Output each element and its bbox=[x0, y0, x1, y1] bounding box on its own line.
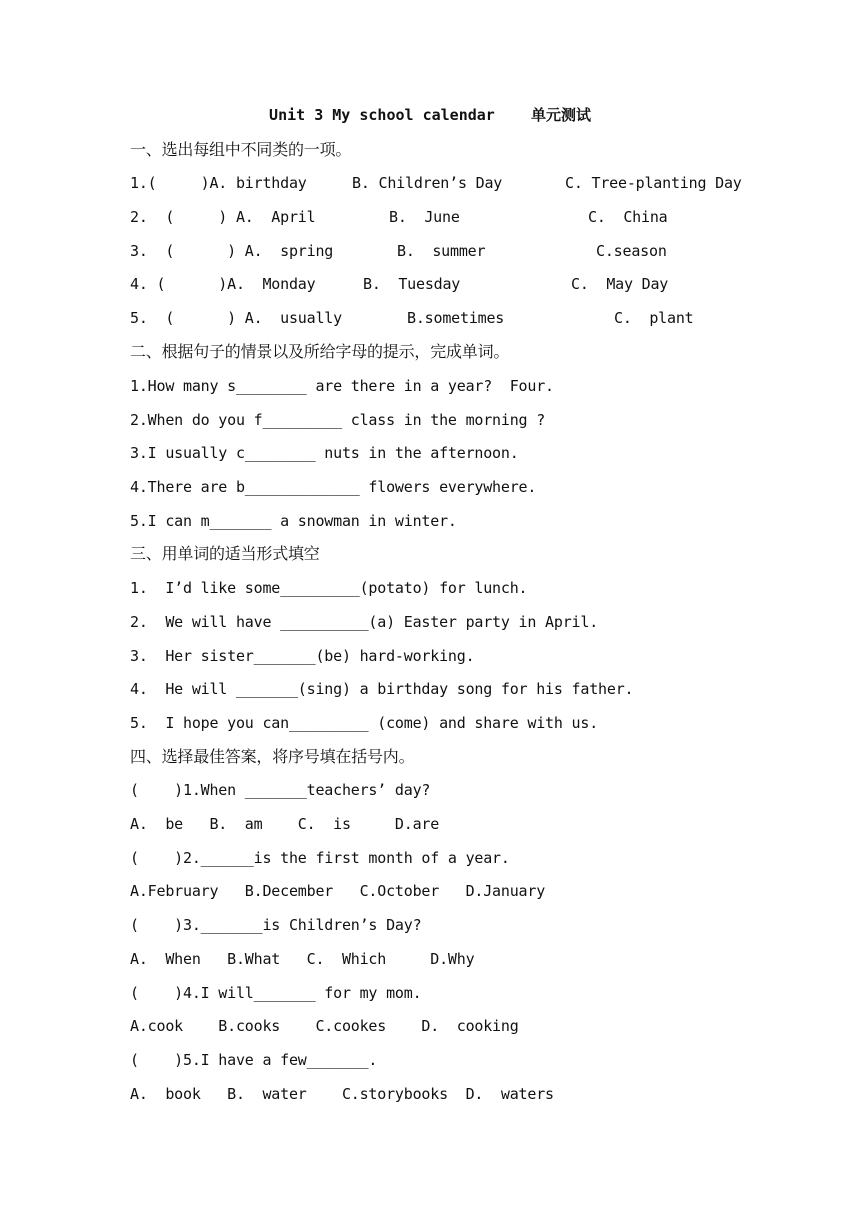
s1-q4-option-b: B. Tuesday bbox=[363, 275, 461, 293]
s1-q2-option-c: C. China bbox=[588, 208, 668, 226]
s4-question-5: ( )5.I have a few_______. bbox=[130, 1051, 378, 1069]
s4-q4-options: A.cook B.cooks C.cookes D. cooking bbox=[130, 1017, 519, 1035]
s1-q5-option-a: 5. ( ) A. usually bbox=[130, 309, 342, 327]
s1-q5-option-b: B.sometimes bbox=[407, 309, 505, 327]
s2-question-4: 4.There are b_____________ flowers everywhere. bbox=[130, 478, 537, 496]
s1-q1-option-b: B. Children’s Day bbox=[352, 174, 503, 192]
s1-q4-option-a: 4. ( )A. Monday bbox=[130, 275, 316, 293]
s1-q3-option-a: 3. ( ) A. spring bbox=[130, 242, 334, 260]
s4-q5-options: A. book B. water C.storybooks D. waters bbox=[130, 1085, 554, 1103]
s1-q1-option-c: C. Tree-planting Day bbox=[565, 174, 742, 192]
section-4-heading: 四、选择最佳答案，将序号填在括号内。 bbox=[130, 747, 415, 766]
page-title: Unit 3 My school calendar 单元测试 bbox=[269, 106, 591, 124]
s2-question-3: 3.I usually c________ nuts in the afternoon. bbox=[130, 444, 519, 462]
s2-question-5: 5.I can m_______ a snowman in winter. bbox=[130, 512, 457, 530]
s2-question-2: 2.When do you f_________ class in the morning ? bbox=[130, 411, 546, 429]
s3-question-5: 5. I hope you can_________ (come) and share with us. bbox=[130, 714, 599, 732]
s4-question-3: ( )3._______is Children’s Day? bbox=[130, 916, 422, 934]
s4-question-1: ( )1.When _______teachers’ day? bbox=[130, 781, 431, 799]
s1-q2-option-a: 2. ( ) A. April bbox=[130, 208, 316, 226]
s1-q2-option-b: B. June bbox=[389, 208, 460, 226]
section-1-heading: 一、选出每组中不同类的一项。 bbox=[130, 140, 352, 159]
s2-question-1: 1.How many s________ are there in a year? Four. bbox=[130, 377, 554, 395]
s4-q1-options: A. be B. am C. is D.are bbox=[130, 815, 440, 833]
s1-q3-option-c: C.season bbox=[596, 242, 667, 260]
s3-question-2: 2. We will have __________(a) Easter party in April. bbox=[130, 613, 599, 631]
s1-q5-option-c: C. plant bbox=[614, 309, 694, 327]
s3-question-3: 3. Her sister_______(be) hard-working. bbox=[130, 647, 475, 665]
s1-q1-option-a: 1.( )A. birthday bbox=[130, 174, 307, 192]
section-2-heading: 二、根据句子的情景以及所给字母的提示，完成单词。 bbox=[130, 342, 510, 361]
s1-q3-option-b: B. summer bbox=[397, 242, 486, 260]
s3-question-4: 4. He will _______(sing) a birthday song for his father. bbox=[130, 680, 634, 698]
s4-question-4: ( )4.I will_______ for my mom. bbox=[130, 984, 422, 1002]
s4-question-2: ( )2.______is the first month of a year. bbox=[130, 849, 510, 867]
s3-question-1: 1. I’d like some_________(potato) for lunch. bbox=[130, 579, 528, 597]
s1-q4-option-c: C. May Day bbox=[571, 275, 669, 293]
s4-q3-options: A. When B.What C. Which D.Why bbox=[130, 950, 475, 968]
section-3-heading: 三、用单词的适当形式填空 bbox=[130, 544, 320, 563]
s4-q2-options: A.February B.December C.October D.January bbox=[130, 882, 546, 900]
